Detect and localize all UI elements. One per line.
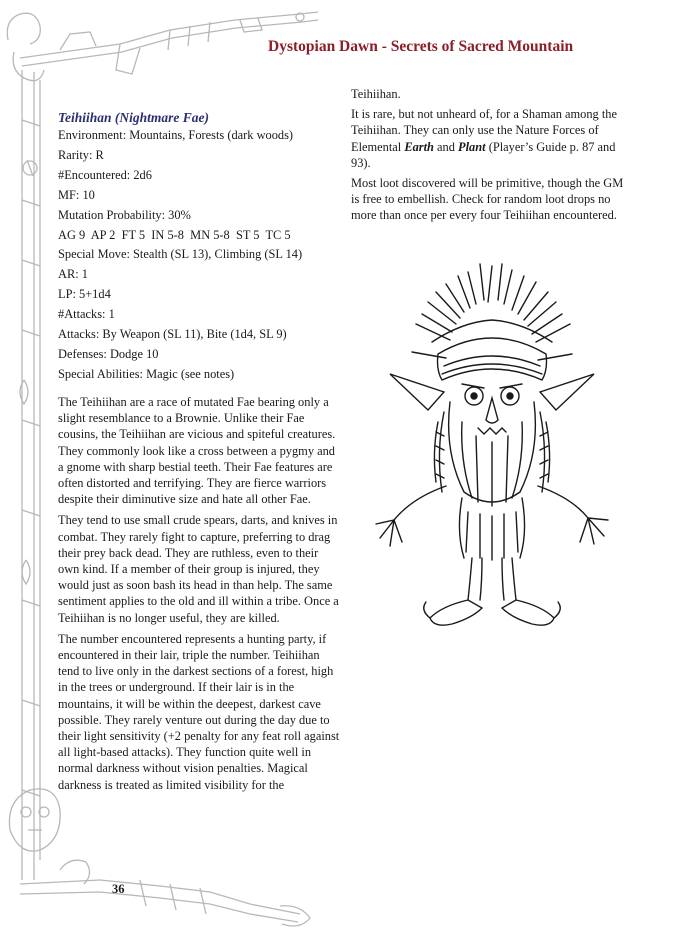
stat-attributes: AG 9 AP 2 FT 5 IN 5-8 MN 5-8 ST 5 TC 5 bbox=[58, 227, 291, 242]
border-bottom-rail bbox=[20, 880, 300, 914]
left-column-text bbox=[58, 394, 340, 798]
stat-defenses: Defenses: Dodge 10 bbox=[58, 346, 159, 361]
paragraph-continuation: Teihiihan. bbox=[351, 87, 401, 101]
stat-lp: LP: 5+1d4 bbox=[58, 287, 111, 302]
stat-environment: Environment: Mountains, Forests (dark woods) bbox=[58, 128, 294, 142]
stat-attacks: Attacks: By Weapon (SL 11), Bite (1d4, SL 9) bbox=[58, 327, 287, 342]
right-column-text bbox=[351, 86, 633, 228]
teihiihan-illustration bbox=[372, 262, 612, 640]
creature-name-heading: Teihiihan (Nightmare Fae) bbox=[58, 110, 210, 125]
earth-term: Earth bbox=[404, 139, 434, 154]
text-span: (Player’s Guide p. 87 and 93). bbox=[351, 139, 616, 170]
stat-attacks-count: #Attacks: 1 bbox=[58, 307, 115, 322]
page-number: 36 bbox=[112, 882, 125, 896]
text-span: and bbox=[433, 139, 459, 154]
stat-mf: MF: 10 bbox=[58, 187, 95, 202]
stat-rarity: Rarity: R bbox=[58, 147, 104, 162]
paragraph: They tend to use small crude spears, darts, and knives in combat. They rarely fight to capture, preferring to drag their prey back dead. They are ruthless, even to their own kind. If a member of their group is injured, they would just as soon bash its head in than help. The same sentiment applies to the old and ill within a tribe. Once a Teihiihan is no longer useful, they are killed. bbox=[58, 513, 339, 625]
paragraph: Most loot discovered will be primitive, though the GM is free to embellish. Check for random loot drops no more than once per every four Teihiihan encountered. bbox=[351, 176, 624, 223]
stat-special-move: Special Move: Stealth (SL 13), Climbing (SL 14) bbox=[58, 247, 303, 262]
stat-block bbox=[58, 110, 348, 386]
stat-special-abilities: Special Abilities: Magic (see notes) bbox=[58, 366, 235, 381]
paragraph bbox=[351, 106, 633, 171]
stat-encountered: #Encountered: 2d6 bbox=[58, 167, 152, 182]
page-header-title: Dystopian Dawn - Secrets of Sacred Mountain bbox=[268, 38, 574, 55]
paragraph: The Teihiihan are a race of mutated Fae bearing only a slight resemblance to a Brownie. Unlike their Fae cousins, the Teihiihan are vicious and spiteful creatures. They commonly look like a cross between a pygmy and a gnome with sharp bestial teeth. Their Fae features are often distorted and terrifying. They are fierce warriors despite their diminutive size and hate all other Fae. bbox=[58, 395, 336, 507]
text-span: It is rare, but not unheard of, for a Shaman among the Teihiihan. They can only use the Nature Forces of Elemental bbox=[351, 107, 617, 154]
stat-ar: AR: 1 bbox=[58, 267, 88, 282]
plant-term: Plant bbox=[458, 139, 486, 154]
stat-mutation-probability: Mutation Probability: 30% bbox=[58, 207, 191, 222]
paragraph: The number encountered represents a hunting party, if encountered in their lair, triple the number. Teihiihan tend to live only in the darkest sections of a forest, high in the trees or underground. If their lair is in the mountains, it will be within the deepest, darkest cave possible. They rarely venture out during the day due to their light sensitivity (+2 penalty for any feat roll against all light-based attacks). They function quite well in normal darkness without vision penalties. Magical darkness is treated as limited visibility for the bbox=[58, 631, 340, 792]
